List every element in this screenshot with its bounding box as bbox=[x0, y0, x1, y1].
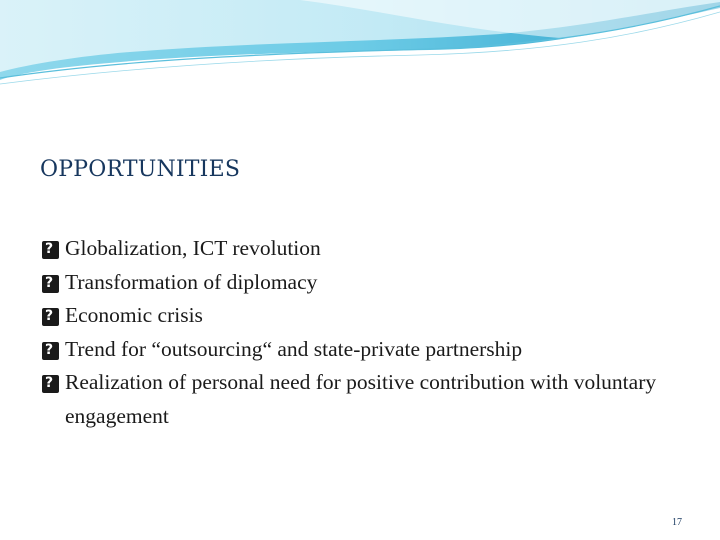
page-number: 17 bbox=[672, 517, 682, 528]
slide-title: OPPORTUNITIES bbox=[40, 157, 241, 182]
missing-glyph-bullet-icon bbox=[42, 241, 59, 259]
bullet-item bbox=[42, 299, 682, 333]
missing-glyph-bullet-icon bbox=[42, 275, 59, 293]
bullet-text: Transformation of diplomacy bbox=[65, 269, 318, 294]
bullet-item bbox=[42, 333, 682, 367]
bullet-item bbox=[42, 366, 682, 433]
missing-glyph-bullet-icon bbox=[42, 375, 59, 393]
bullet-item bbox=[42, 266, 682, 300]
missing-glyph-bullet-icon bbox=[42, 308, 59, 326]
bullet-item bbox=[42, 232, 682, 266]
bullet-list bbox=[42, 232, 682, 433]
bullet-text: Globalization, ICT revolution bbox=[65, 236, 321, 260]
bullet-text: Realization of personal need for positive contribution with voluntary engagement bbox=[65, 370, 657, 428]
bullet-text: Trend for “outsourcing“ and state-private partnership bbox=[65, 336, 523, 361]
bullet-text: Economic crisis bbox=[65, 303, 203, 327]
missing-glyph-bullet-icon bbox=[42, 342, 59, 360]
header-wave-decoration bbox=[0, 0, 720, 90]
